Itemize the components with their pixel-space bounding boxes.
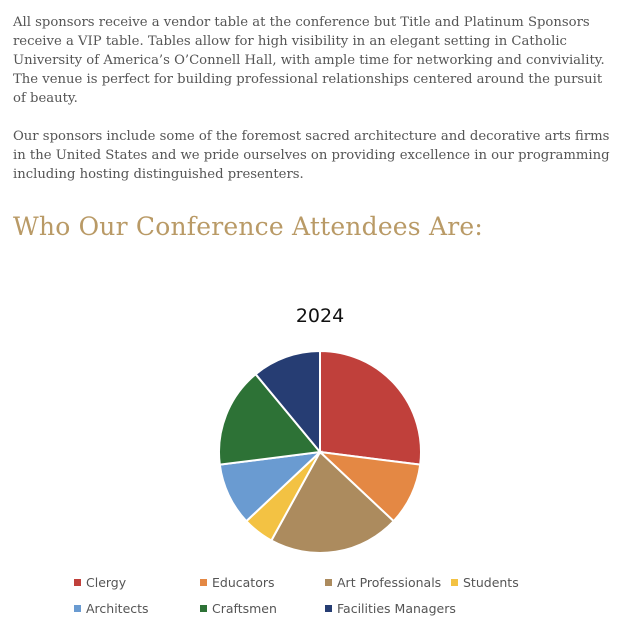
legend-label: Facilities Managers — [337, 601, 456, 616]
legend-swatch — [451, 579, 458, 586]
legend-label: Architects — [86, 601, 149, 616]
legend-swatch — [200, 605, 207, 612]
pie-slice-clergy — [320, 351, 421, 465]
attendees-heading: Who Our Conference Attendees Are: — [13, 212, 484, 241]
sponsors-firms-paragraph: Our sponsors include some of the foremost sacred architecture and decorative arts firms in the United States and we pride ourselves on providing excellence in our programming including hosting distinguished presenters. — [13, 129, 610, 182]
legend-label: Clergy — [86, 575, 127, 590]
legend-item-architects — [74, 601, 149, 616]
legend-item-craftsmen — [200, 601, 277, 616]
legend-label: Art Professionals — [337, 575, 442, 590]
chart-title: 2024 — [295, 305, 345, 327]
legend-item-art-professionals — [325, 575, 441, 590]
legend-label: Students — [463, 575, 519, 590]
legend-swatch — [74, 605, 81, 612]
legend-swatch — [325, 605, 332, 612]
legend-swatch — [200, 579, 207, 586]
legend-item-facilities-managers — [325, 601, 456, 616]
legend-label: Craftsmen — [212, 601, 277, 616]
legend-item-clergy — [74, 575, 126, 590]
legend-item-educators — [200, 575, 275, 590]
legend-item-students — [451, 575, 519, 590]
sponsors-tables-paragraph: All sponsors receive a vendor table at the conference but Title and Platinum Sponsors receive a VIP table. Tables allow for high visibility in an elegant setting in Catholic University of America’s O’Connell Hall, with ample time for networking and conviviality. The venue is perfect for building professional relationships centered around the pursuit of beauty. — [13, 15, 605, 106]
legend-swatch — [325, 579, 332, 586]
legend-swatch — [74, 579, 81, 586]
legend-label: Educators — [212, 575, 275, 590]
